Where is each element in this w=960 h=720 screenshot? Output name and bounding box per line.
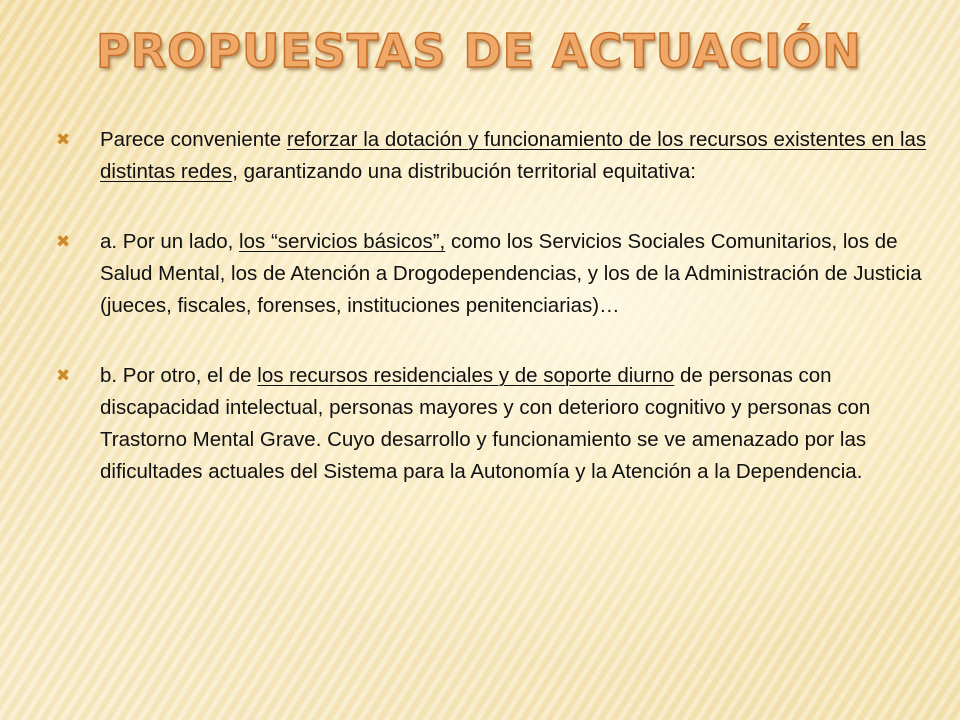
bullet-text-2	[100, 226, 946, 322]
x-mark-icon: ✖	[56, 232, 71, 252]
bullet-text-1	[100, 124, 946, 188]
bullet-text-3	[100, 360, 946, 488]
x-mark-icon: ✖	[56, 130, 71, 150]
bullet-text-3-underlined: los recursos residenciales y de soporte diurno	[257, 364, 675, 387]
bullet-text-2-pre: a. Por un lado,	[100, 230, 240, 253]
bullet-text-1-post: , garantizando una distribución territorial equitativa:	[232, 160, 696, 183]
bullet-item-3	[56, 360, 946, 488]
bullet-text-1-pre: Parece conveniente	[100, 128, 287, 151]
bullet-text-2-underlined: los “servicios básicos”,	[239, 230, 446, 253]
bullet-text-3-pre: b. Por otro, el de	[100, 364, 258, 387]
x-mark-icon: ✖	[56, 366, 71, 386]
bullet-item-2	[56, 226, 946, 322]
bullet-text-3-post: de personas con discapacidad intelectual, personas mayores y con deterioro cognitivo y personas con Trastorno Mental Grave. Cuyo desarrollo y funcionamiento se ve amenazado por las dificultades actuales del Sistema para la Autonomía y la Atención a la Dependencia.	[100, 364, 871, 483]
bullet-item-1	[56, 124, 946, 188]
slide-title: PROPUESTAS DE ACTUACIÓN	[96, 24, 862, 78]
bullet-text-2-post: como los Servicios Sociales Comunitarios, los de Salud Mental, los de Atención a Drogodependencias, y los de la Administración de Justicia (jueces, fiscales, forenses, instituciones penitenciarias)…	[100, 230, 922, 317]
bullet-list	[56, 124, 946, 488]
bullet-text-1-underlined: reforzar la dotación y funcionamiento de los recursos existentes en las distintas redes	[100, 128, 927, 183]
